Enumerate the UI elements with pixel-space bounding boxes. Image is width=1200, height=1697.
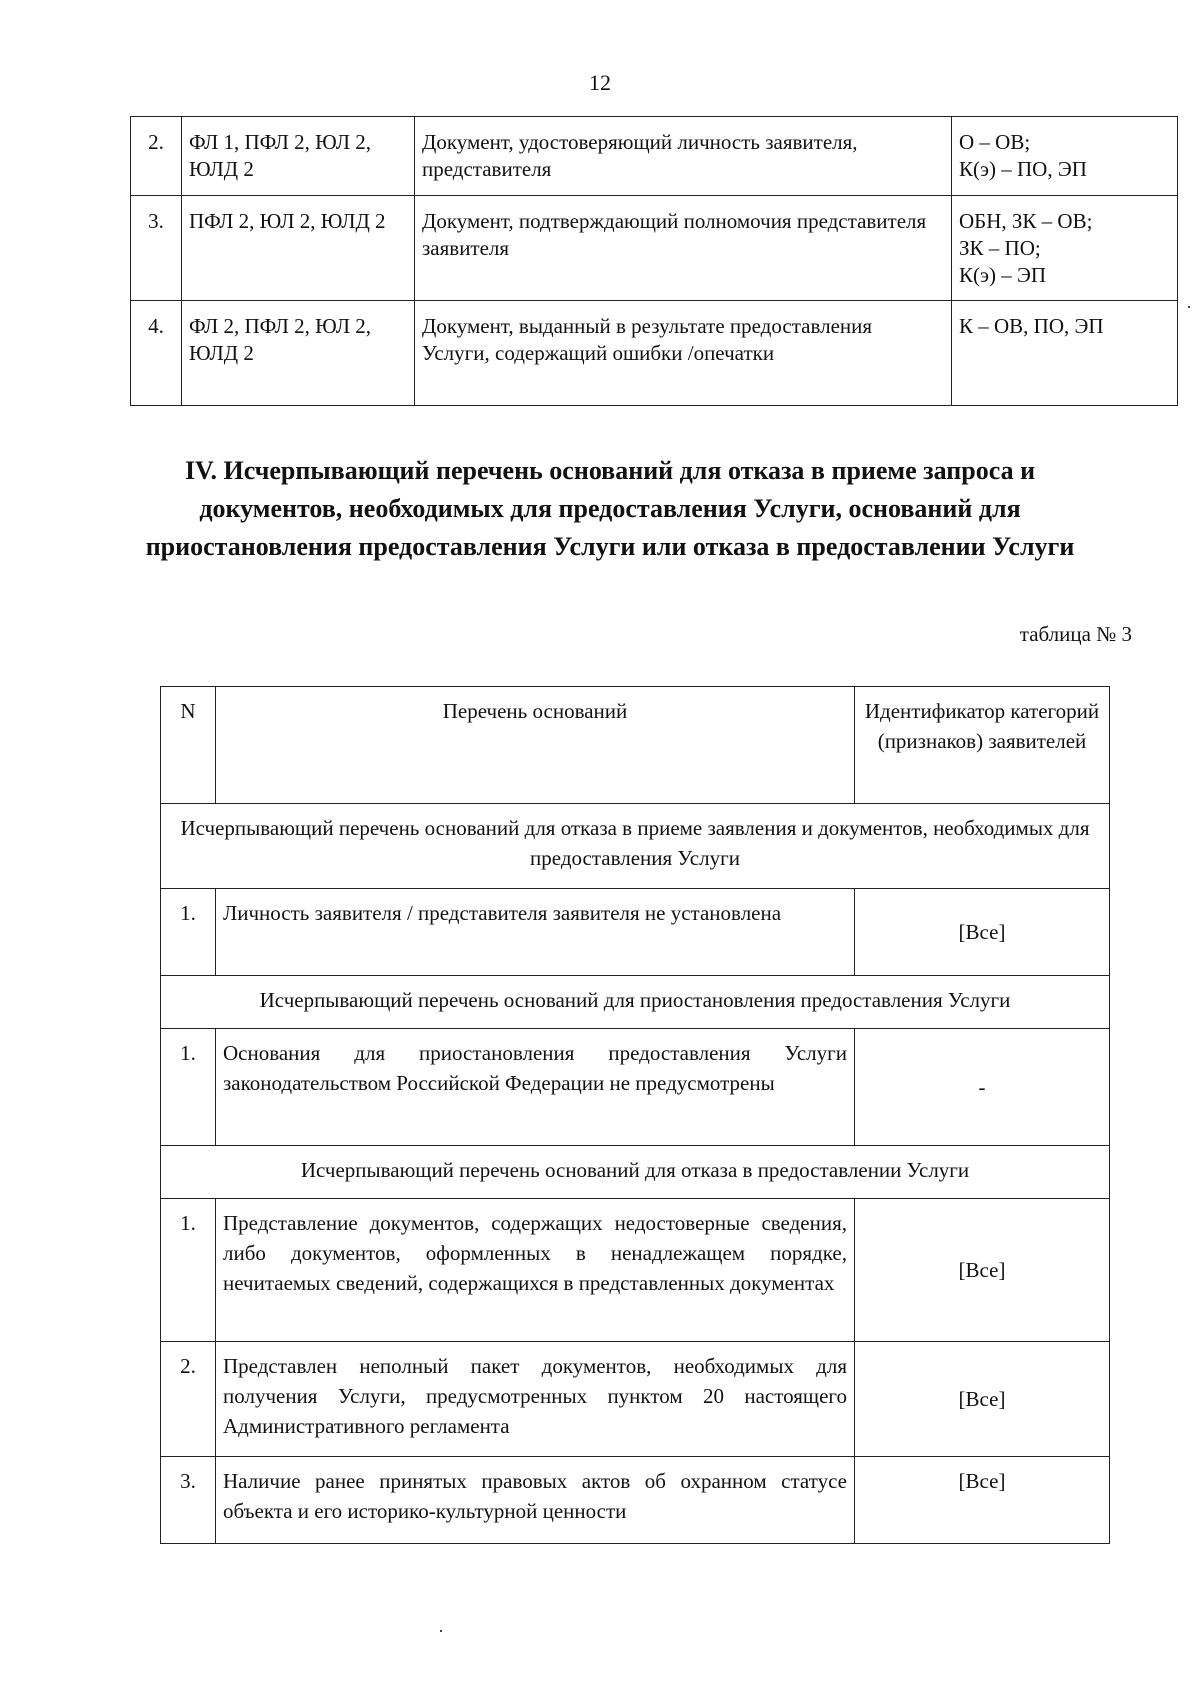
row-number: 4.	[131, 301, 182, 406]
row-number: 3.	[161, 1457, 216, 1544]
applicant-identifier: -	[855, 1029, 1110, 1146]
grounds-table	[160, 686, 1110, 1544]
applicant-identifier: [Все]	[855, 1342, 1110, 1457]
row-number: 1.	[161, 1029, 216, 1146]
row-number: 2.	[131, 117, 182, 196]
page-number: 12	[589, 70, 611, 95]
header-identifier: Идентификатор категорий (признаков) заявителей	[855, 687, 1110, 804]
table-row	[131, 196, 1178, 301]
ground-text: Наличие ранее принятых правовых актов об охранном статусе объекта и его историко-культурной ценности	[216, 1457, 855, 1544]
submission-requirement	[952, 301, 1178, 406]
row-number: 1.	[161, 889, 216, 976]
row-number: 3.	[131, 196, 182, 301]
applicant-categories: ФЛ 1, ПФЛ 2, ЮЛ 2, ЮЛД 2	[182, 117, 415, 196]
requirement-line: ОБН, ЗК – ОВ;	[959, 209, 1093, 233]
applicant-categories: ФЛ 2, ПФЛ 2, ЮЛ 2, ЮЛД 2	[182, 301, 415, 406]
row-number: 1.	[161, 1199, 216, 1342]
applicant-identifier: [Все]	[855, 1199, 1110, 1342]
header-n: N	[161, 687, 216, 804]
group-header-row	[161, 976, 1110, 1029]
requirement-line: О – ОВ;	[959, 130, 1031, 154]
ground-text: Представлен неполный пакет документов, необходимых для получения Услуги, предусмотренных пунктом 20 настоящего Административного регламента	[216, 1342, 855, 1457]
group-title-suspension: Исчерпывающий перечень оснований для приостановления предоставления Услуги	[161, 976, 1110, 1029]
table-row	[161, 1457, 1110, 1544]
documents-table-continued	[130, 116, 1178, 406]
section-title: IV. Исчерпывающий перечень оснований для отказа в приеме запроса и документов, необходимых для предоставления Услуги, оснований для приостановления предоставления Услуги или отказа в предоставлении Услуги	[145, 456, 1075, 561]
requirement-line: К(э) – ПО, ЭП	[959, 157, 1087, 181]
group-header-row	[161, 1146, 1110, 1199]
submission-requirement	[952, 196, 1178, 301]
submission-requirement	[952, 117, 1178, 196]
table-caption: таблица № 3	[1019, 622, 1132, 646]
table-row	[161, 1029, 1110, 1146]
group-header-row	[161, 804, 1110, 889]
document-name: Документ, удостоверяющий личность заявителя, представителя	[415, 117, 952, 196]
applicant-categories: ПФЛ 2, ЮЛ 2, ЮЛД 2	[182, 196, 415, 301]
table-row	[161, 1342, 1110, 1457]
scan-speck	[1188, 306, 1190, 308]
table-header-row	[161, 687, 1110, 804]
document-name: Документ, подтверждающий полномочия представителя заявителя	[415, 196, 952, 301]
table-row	[131, 117, 1178, 196]
requirement-line: К(э) – ЭП	[959, 263, 1047, 287]
header-list: Перечень оснований	[216, 687, 855, 804]
scan-speck	[440, 1630, 442, 1632]
requirement-line: К – ОВ, ПО, ЭП	[959, 314, 1104, 338]
row-number: 2.	[161, 1342, 216, 1457]
table-row	[161, 889, 1110, 976]
document-name: Документ, выданный в результате предоставления Услуги, содержащий ошибки /опечатки	[415, 301, 952, 406]
applicant-identifier: [Все]	[855, 889, 1110, 976]
table-row	[161, 1199, 1110, 1342]
requirement-line: ЗК – ПО;	[959, 236, 1041, 260]
group-title-refusal-service: Исчерпывающий перечень оснований для отказа в предоставлении Услуги	[161, 1146, 1110, 1199]
applicant-identifier: [Все]	[855, 1457, 1110, 1544]
ground-text: Личность заявителя / представителя заявителя не установлена	[216, 889, 855, 976]
ground-text: Основания для приостановления предоставления Услуги законодательством Российской Федерации не предусмотрены	[216, 1029, 855, 1146]
ground-text: Представление документов, содержащих недостоверные сведения, либо документов, оформленных в ненадлежащем порядке, нечитаемых сведений, содержащихся в представленных документах	[216, 1199, 855, 1342]
table-row	[131, 301, 1178, 406]
group-title-refusal-acceptance: Исчерпывающий перечень оснований для отказа в приеме заявления и документов, необходимых для предоставления Услуги	[161, 804, 1110, 889]
